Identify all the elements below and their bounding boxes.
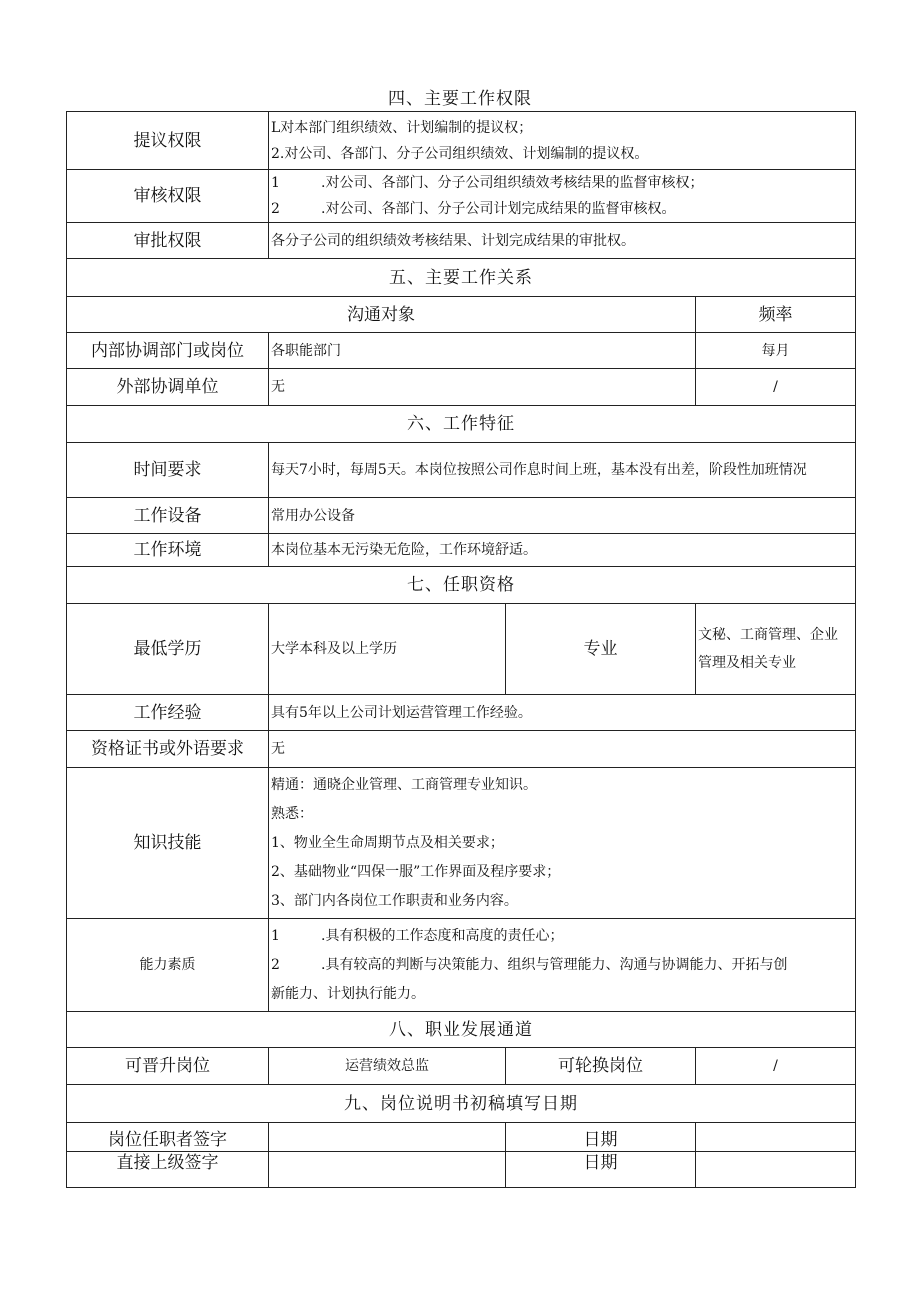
propose-authority-label: 提议权限 [67, 112, 269, 170]
certificate-label: 资格证书或外语要求 [67, 731, 269, 768]
rotation-value: / [696, 1048, 856, 1085]
time-requirement-value: 每天7小时，每周5天。本岗位按照公司作息时间上班，基本没有出差，阶段性加班情况 [269, 443, 856, 498]
list-number: 2 [271, 201, 280, 217]
experience-value: 具有5年以上公司计划运营管理工作经验。 [269, 695, 856, 731]
review-text-1: .对公司、各部门、分子公司组织绩效考核结果的监督审核权； [321, 175, 704, 191]
skill-line: 2、基础物业“四保一服”工作界面及程序要求； [271, 863, 561, 880]
table-row [67, 919, 856, 1012]
ability-line-1 [271, 922, 855, 951]
internal-coord-frequency: 每月 [696, 333, 856, 369]
skill-line: 熟悉： [271, 805, 313, 822]
table-row [67, 731, 856, 768]
knowledge-skill-label: 知识技能 [67, 768, 269, 919]
holder-sign-label: 岗位任职者签字 [67, 1123, 269, 1152]
propose-line-2: 2.对公司、各部门、分子公司组织绩效、计划编制的提议权。 [271, 145, 649, 162]
ability-text-1: .具有积极的工作态度和高度的责任心； [321, 927, 564, 944]
list-number: 1 [271, 927, 280, 944]
review-authority-label: 审核权限 [67, 170, 269, 223]
ability-label: 能力素质 [67, 919, 269, 1012]
section-title-career: 八、职业发展通道 [67, 1012, 856, 1048]
rotation-label: 可轮换岗位 [506, 1048, 696, 1085]
section-title-signoff: 九、岗位说明书初稿填写日期 [67, 1085, 856, 1123]
table-row [67, 1048, 856, 1085]
table-row [67, 534, 856, 567]
education-value: 大学本科及以上学历 [269, 604, 506, 695]
list-number: 1 [271, 175, 280, 191]
promotion-label: 可晋升岗位 [67, 1048, 269, 1085]
internal-coord-value: 各职能部门 [269, 333, 696, 369]
table-row [67, 1123, 856, 1152]
superior-date-label: 日期 [506, 1152, 696, 1188]
section-title-relations: 五、主要工作关系 [67, 259, 856, 297]
skill-line: 3、部门内各岗位工作职责和业务内容。 [271, 892, 518, 909]
propose-line-1: L对本部门组织绩效、计划编制的提议权； [271, 119, 533, 136]
col-header-frequency: 频率 [696, 297, 856, 333]
major-value [696, 604, 856, 695]
knowledge-skill-value [269, 768, 856, 919]
time-requirement-label: 时间要求 [67, 443, 269, 498]
ability-value [269, 919, 856, 1012]
section-title-qualification: 七、任职资格 [67, 567, 856, 604]
table-row [67, 369, 856, 406]
major-line-2: 管理及相关专业 [698, 655, 796, 671]
table-row [67, 695, 856, 731]
external-coord-value: 无 [269, 369, 696, 406]
major-label: 专业 [506, 604, 696, 695]
review-line-1 [271, 170, 855, 196]
table-row [67, 1012, 856, 1048]
table-row [67, 406, 856, 443]
table-row [67, 223, 856, 259]
propose-authority-value [269, 112, 856, 170]
table-row [67, 443, 856, 498]
equipment-label: 工作设备 [67, 498, 269, 534]
table-row [67, 604, 856, 695]
promotion-value: 运营绩效总监 [269, 1048, 506, 1085]
internal-coord-label: 内部协调部门或岗位 [67, 333, 269, 369]
environment-label: 工作环境 [67, 534, 269, 567]
external-coord-frequency: / [696, 369, 856, 406]
table-row [67, 112, 856, 170]
approve-authority-value: 各分子公司的组织绩效考核结果、计划完成结果的审批权。 [269, 223, 856, 259]
review-line-2 [271, 196, 855, 222]
experience-label: 工作经验 [67, 695, 269, 731]
table-row [67, 498, 856, 534]
holder-date-label: 日期 [506, 1123, 696, 1152]
list-number: 2 [271, 956, 280, 973]
approve-authority-label: 审批权限 [67, 223, 269, 259]
skill-line: 1、物业全生命周期节点及相关要求； [271, 834, 504, 851]
external-coord-label: 外部协调单位 [67, 369, 269, 406]
education-label: 最低学历 [67, 604, 269, 695]
job-description-table [66, 111, 856, 1188]
ability-line-2 [271, 951, 855, 980]
table-row [67, 1152, 856, 1188]
table-row [67, 567, 856, 604]
table-row [67, 768, 856, 919]
review-authority-value [269, 170, 856, 223]
table-row [67, 297, 856, 333]
ability-line-3: 新能力、计划执行能力。 [271, 985, 425, 1002]
section-title-features: 六、工作特征 [67, 406, 856, 443]
superior-date-field[interactable] [696, 1152, 856, 1188]
holder-date-field[interactable] [696, 1123, 856, 1152]
superior-sign-label: 直接上级签字 [67, 1152, 269, 1188]
table-row [67, 170, 856, 223]
equipment-value: 常用办公设备 [269, 498, 856, 534]
major-line-1: 文秘、工商管理、企业 [698, 627, 838, 643]
certificate-value: 无 [269, 731, 856, 768]
table-row [67, 333, 856, 369]
col-header-target: 沟通对象 [67, 297, 696, 333]
skill-line: 精通：通晓企业管理、工商管理专业知识。 [271, 776, 537, 793]
superior-sign-field[interactable] [269, 1152, 506, 1188]
review-text-2: .对公司、各部门、分子公司计划完成结果的监督审核权。 [321, 201, 676, 217]
ability-text-2: .具有较高的判断与决策能力、组织与管理能力、沟通与协调能力、开拓与创 [321, 956, 788, 973]
holder-sign-field[interactable] [269, 1123, 506, 1152]
table-row [67, 1085, 856, 1123]
section-title-authority: 四、主要工作权限 [388, 89, 532, 109]
table-row [67, 259, 856, 297]
environment-value: 本岗位基本无污染无危险，工作环境舒适。 [269, 534, 856, 567]
